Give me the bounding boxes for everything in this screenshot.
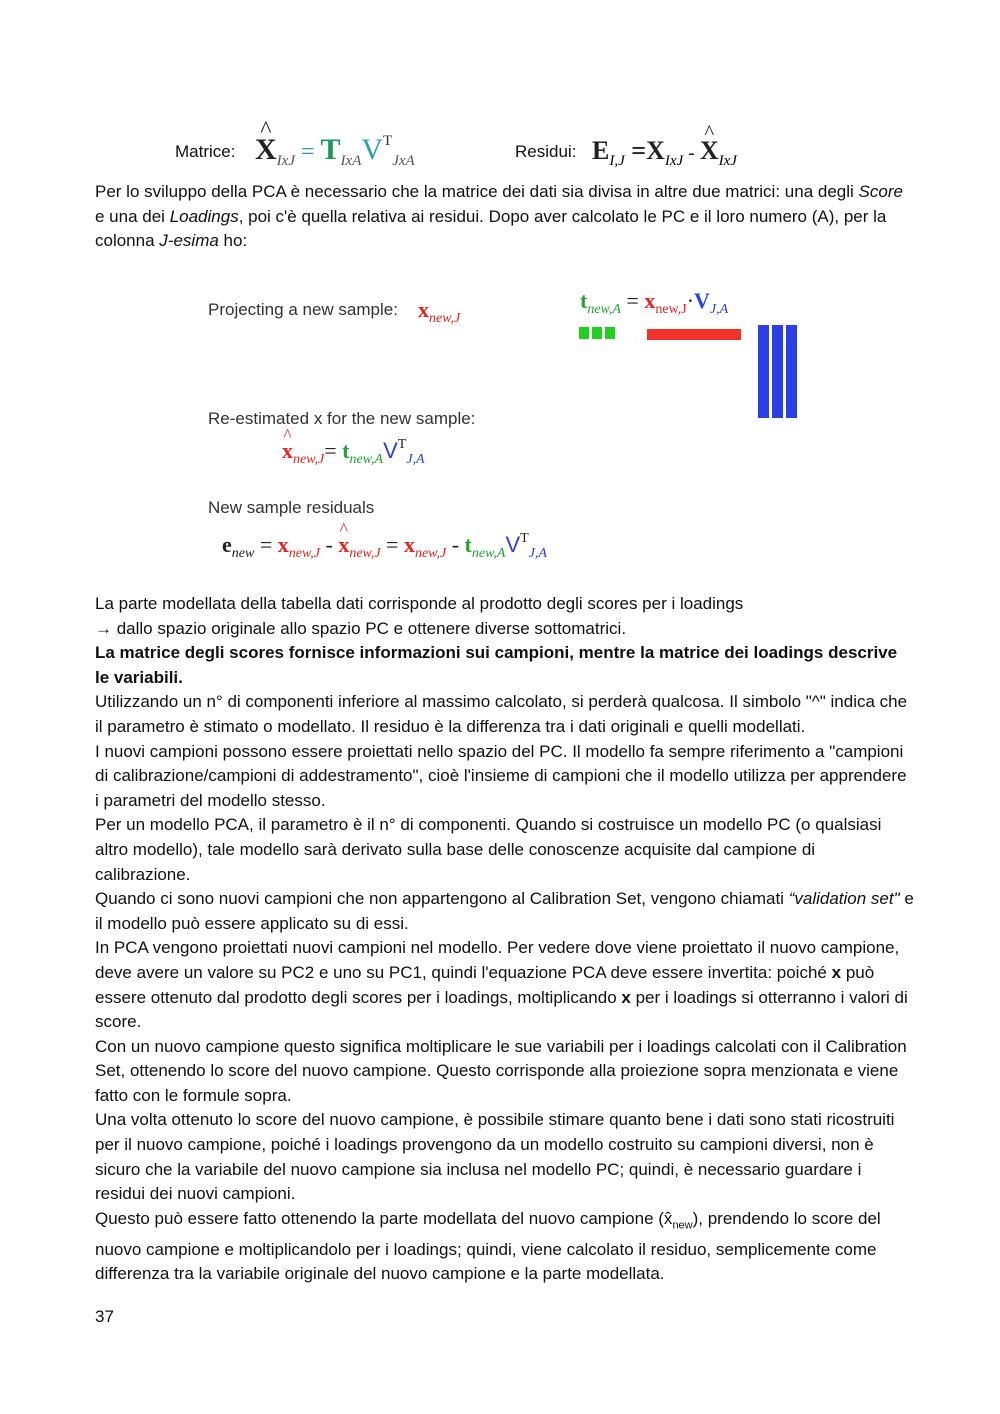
paragraph-1b: → dallo spazio originale allo spazio PC e ottenere diverse sottomatrici. [95,618,627,638]
projecting-label: Projecting a new sample: [208,300,398,319]
paragraph-6 [95,887,915,936]
x-hat-formula: ^ $x_{new,J}= t_{new,A}V^T_{J,A}$ [282,438,425,467]
paragraph-3: Utilizzando un n° di componenti inferiore al massimo calcolato, si perderà qualcosa. Il simbolo "^" indica che il parametro è stimato o modellato. Il residuo è la differenza tra i dati originali e quelli modellati. [95,692,908,736]
paragraph-6-text-b: e il modello può essere applicato su di essi. [95,889,914,933]
main-body [95,592,915,1287]
paragraph-6-italic: “validation set" [788,889,900,909]
paragraph-10 [95,1207,915,1287]
residuals-equation: $e_{new} = x_{new,J}$ - ^ $x_{new,J} = x_{new,J} - t_{new,A}V^T_{J,A}$ [222,532,547,561]
header-formulas [0,128,1000,172]
residuals-caption: New sample residuals [208,498,375,517]
paragraph-10-text-b: ), prendendo lo score del nuovo campione e moltiplicandolo per i loadings; quindi, viene calcolato il residuo, semplicemente come differenza tra la variabile originale del nuovo campione e la parte modellata. [95,1208,881,1284]
intro-jesima-term: J-esima [159,231,219,251]
paragraph-7-x-bold-2: x [621,987,631,1007]
page-number: 37 [95,1307,114,1326]
paragraph-4: I nuovi campioni possono essere proiettati nello spazio del PC. Il modello fa sempre riferimento a "campioni di calibrazione/campioni di addestramento", cioè l'insieme di campioni che il modello utilizza per apprendere i parametri del modello stesso. [95,741,907,810]
paragraph-5: Per un modello PCA, il parametro è il n° di componenti. Quando si costruisce un modello PC (o qualsiasi altro modello), tale modello sarà derivato sulla base delle conoscenze acquisite dal campione di calibrazione. [95,815,882,884]
intro-text-3: , poi c'è quella relativa ai residui. Dopo aver calcolato le PC e il loro numero (A), per la colonna [95,206,887,251]
paragraph-8: Con un nuovo campione questo significa moltiplicare le sue variabili per i loadings calcolati con il Calibration Set, ottenendo lo score del nuovo campione. Questo corrisponde alla proiezione sopra menzionata e viene fatto con le formule sopra. [95,1036,907,1105]
x-new-formula: $x_{new,J}$ [418,297,461,326]
intro-score-term: Score [858,182,903,201]
paragraph-7-text-c: per i loadings si otterranno i valori di score. [95,987,908,1032]
paragraph-7-x-bold-1: x [831,962,842,982]
score-block-3 [605,327,615,339]
reestimated-label: Re-estimated x for the new sample: [208,409,476,428]
paragraph-7 [95,936,915,1034]
paragraph-10-text-a: Questo può essere fatto ottenendo la parte modellata del nuovo campione (x̂ [95,1208,673,1228]
paragraph-6-text-a: Quando ci sono nuovi campioni che non appartengono al Calibration Set, vengono chiamati [95,889,784,909]
paragraph-10-subscript: new [672,1219,693,1232]
residuals-label: Residui: [515,142,577,161]
paragraph-7-text-a: In PCA vengono proiettati nuovi campioni nel modello. Per vedere dove viene proiettato il nuovo campione, deve avere un valore su PC2 e uno su PC1, quindi l'equazione PCA deve essere invertita: poiché [95,938,900,982]
score-block-2 [592,327,602,339]
paragraph-1a: La parte modellata della tabella dati corrisponde al prodotto degli scores per i loadings [95,594,744,613]
loading-column-2 [772,325,783,418]
intro-loadings-term: Loadings [169,206,239,226]
sample-row-bar [647,329,741,340]
intro-paragraph [95,180,915,254]
paragraph-9: Una volta ottenuto lo score del nuovo campione, è possibile stimare quanto bene i dati sono stati ricostruiti per il nuovo campione, poiché i loadings provengono da un modello costruito su campioni diversi, non è sicuro che la variabile del nuovo campione sia inclusa nel modello PC; quindi, è necessario guardare i residui dei nuovi campioni. [95,1110,895,1204]
paragraph-7-text-b: può essere ottenuto dal prodotto degli scores per i loadings, moltiplicando [95,962,875,1007]
score-block-1 [579,327,589,339]
t-new-formula: $t_{new,A} = x_{new,J}\cdot V_{J,A}$ [580,288,729,317]
loading-column-1 [758,325,769,418]
residuals-formula: $E_{I,J} =X_{IxJ}$ - ^ $X_{IxJ}$ [592,138,737,169]
paragraph-2-bold: La matrice degli scores fornisce informazioni sui campioni, mentre la matrice dei loadings descrive le variabili. [95,643,898,687]
matrix-label: Matrice: [175,142,236,161]
intro-text-2: e una dei [95,206,165,226]
intro-text-1: Per lo sviluppo della PCA è necessario che la matrice dei dati sia divisa in altre due matrici: una degli [95,182,854,201]
matrix-formula: ^ $X_{IxJ} = T_{IxA}V^T_{JxA}$ [255,134,415,169]
projection-diagram [200,282,820,572]
loading-column-3 [786,325,797,418]
intro-text-4: ho: [223,231,248,251]
